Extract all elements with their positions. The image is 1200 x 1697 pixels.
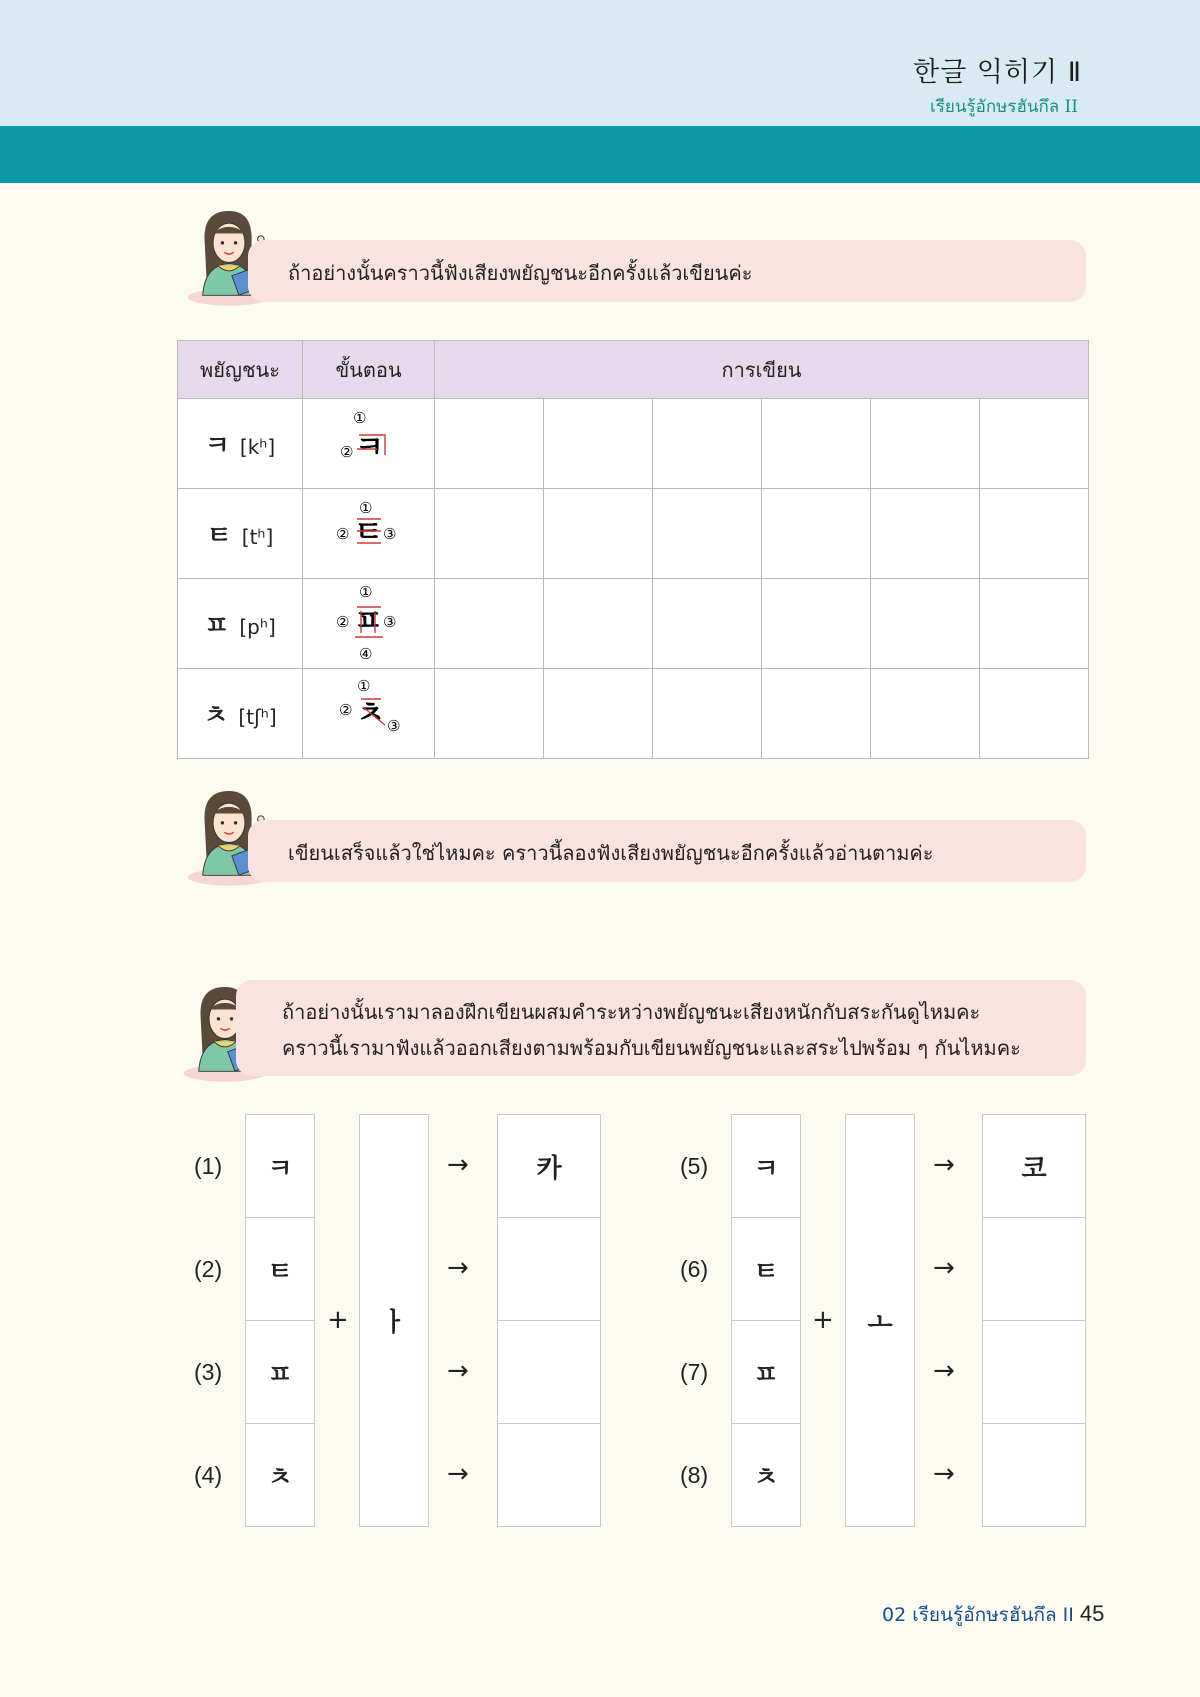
writing-box[interactable]: [762, 579, 871, 669]
answer-box[interactable]: [982, 1423, 1086, 1527]
page-title: 한글 익히기 Ⅱ: [913, 57, 1082, 88]
bubble-text-line1: ถ้าอย่างนั้นเรามาลองฝึกเขียนผสมคำระหว่างพยัญชนะเสียงหนักกับสระกันดูไหมคะ: [282, 1000, 981, 1024]
writing-box[interactable]: [762, 489, 871, 579]
svg-text:ㅋ: ㅋ: [355, 430, 384, 465]
consonant-box: ㅍ: [245, 1320, 315, 1424]
answer-box[interactable]: 카: [497, 1114, 601, 1218]
svg-text:③: ③: [383, 525, 397, 543]
answer-box[interactable]: [497, 1320, 601, 1424]
consonant-cell: [178, 399, 303, 489]
table-row: [178, 669, 1089, 759]
svg-text:①: ①: [359, 499, 373, 517]
ipa-label: [pʰ]: [239, 615, 276, 639]
svg-text:①: ①: [357, 677, 371, 695]
svg-text:ㅍ: ㅍ: [354, 604, 383, 639]
chapter-label: 02 เรียนรู้อักษรฮันกึล II: [882, 1604, 1074, 1626]
arrow-icon: →: [447, 1150, 469, 1180]
consonant-glyph: ㅌ: [206, 521, 232, 551]
svg-text:①: ①: [359, 583, 373, 601]
table-row: [178, 579, 1089, 669]
vowel-box: ㅏ: [359, 1114, 429, 1527]
stroke-order-diagram: [303, 399, 434, 484]
table-row: [178, 489, 1089, 579]
answer-box[interactable]: [497, 1423, 601, 1527]
bubble-text-line2: คราวนี้เรามาฟังแล้วออกเสียงตามพร้อมกับเขียนพยัญชนะและสระไปพร้อม ๆ กันไหมคะ: [282, 1036, 1021, 1060]
svg-text:ㅊ: ㅊ: [356, 696, 385, 731]
svg-text:③: ③: [387, 717, 401, 735]
plus-sign: +: [812, 1305, 834, 1335]
writing-box[interactable]: [653, 579, 762, 669]
svg-text:②: ②: [336, 525, 350, 543]
svg-text:ㅌ: ㅌ: [354, 515, 383, 550]
consonant-cell: [178, 489, 303, 579]
stroke-order-cell: [303, 489, 435, 579]
consonant-glyph: ㅋ: [204, 431, 230, 461]
writing-box[interactable]: [762, 669, 871, 759]
writing-box[interactable]: [544, 669, 653, 759]
bubble-text: ถ้าอย่างนั้นคราวนี้ฟังเสียงพยัญชนะอีกครั้งแล้วเขียนค่ะ: [288, 261, 753, 285]
consonant-box: ㅊ: [245, 1423, 315, 1527]
item-number: (3): [194, 1359, 223, 1385]
plus-sign: +: [327, 1305, 349, 1335]
arrow-icon: →: [447, 1459, 469, 1489]
svg-text:②: ②: [336, 613, 350, 631]
consonant-box: ㅋ: [731, 1114, 801, 1218]
consonant-glyph: ㅊ: [203, 701, 229, 731]
answer-box[interactable]: [982, 1320, 1086, 1424]
item-number: (2): [194, 1256, 223, 1282]
consonant-cell: [178, 669, 303, 759]
speech-bubble-2: [248, 820, 1086, 882]
answer-box[interactable]: 코: [982, 1114, 1086, 1218]
header-writing: การเขียน: [435, 341, 1089, 399]
writing-box[interactable]: [980, 579, 1089, 669]
item-number: (4): [194, 1462, 223, 1488]
ipa-label: [kʰ]: [239, 435, 276, 459]
speech-bubble-1: [248, 240, 1086, 302]
consonant-box: ㅊ: [731, 1423, 801, 1527]
consonant-box: ㅍ: [731, 1320, 801, 1424]
writing-box[interactable]: [435, 579, 544, 669]
writing-box[interactable]: [435, 489, 544, 579]
writing-box[interactable]: [653, 489, 762, 579]
header-teal-bar: [0, 126, 1200, 183]
item-number: (6): [680, 1256, 709, 1282]
item-number: (8): [680, 1462, 709, 1488]
answer-box[interactable]: [982, 1217, 1086, 1321]
arrow-icon: →: [447, 1356, 469, 1386]
svg-text:①: ①: [353, 409, 367, 427]
arrow-icon: →: [933, 1150, 955, 1180]
arrow-icon: →: [933, 1459, 955, 1489]
consonant-cell: [178, 579, 303, 669]
header-consonant: พยัญชนะ: [178, 341, 303, 399]
consonant-glyph: ㅍ: [204, 611, 230, 641]
writing-practice-table: [177, 340, 1089, 759]
stroke-order-cell: [303, 399, 435, 489]
consonant-box: ㅌ: [245, 1217, 315, 1321]
writing-box[interactable]: [544, 489, 653, 579]
svg-text:③: ③: [383, 613, 397, 631]
item-number: (1): [194, 1153, 223, 1179]
answer-box[interactable]: [497, 1217, 601, 1321]
stroke-order-cell: [303, 669, 435, 759]
ipa-label: [tʃʰ]: [238, 705, 277, 729]
writing-box[interactable]: [980, 489, 1089, 579]
writing-box[interactable]: [544, 579, 653, 669]
stroke-order-diagram: [303, 579, 434, 664]
svg-text:②: ②: [340, 443, 354, 461]
writing-box[interactable]: [980, 669, 1089, 759]
stroke-order-diagram: [303, 489, 434, 574]
writing-box[interactable]: [653, 399, 762, 489]
header-steps: ขั้นตอน: [303, 341, 435, 399]
writing-box[interactable]: [871, 399, 980, 489]
svg-text:④: ④: [359, 645, 373, 663]
table-row: [178, 399, 1089, 489]
writing-box[interactable]: [435, 669, 544, 759]
arrow-icon: →: [933, 1356, 955, 1386]
writing-box[interactable]: [653, 669, 762, 759]
stroke-order-cell: [303, 579, 435, 669]
item-number: (7): [680, 1359, 709, 1385]
arrow-icon: →: [447, 1253, 469, 1283]
bubble-text: เขียนเสร็จแล้วใช่ไหมคะ คราวนี้ลองฟังเสียงพยัญชนะอีกครั้งแล้วอ่านตามค่ะ: [288, 841, 934, 865]
writing-box[interactable]: [871, 489, 980, 579]
page-subtitle: เรียนรู้อักษรฮันกึล II: [929, 97, 1078, 117]
svg-text:②: ②: [339, 701, 353, 719]
writing-box[interactable]: [762, 399, 871, 489]
consonant-box: ㅋ: [245, 1114, 315, 1218]
arrow-icon: →: [933, 1253, 955, 1283]
writing-box[interactable]: [871, 669, 980, 759]
vowel-box: ㅗ: [845, 1114, 915, 1527]
speech-bubble-3: [236, 980, 1086, 1076]
page-footer: [882, 1600, 1104, 1630]
writing-box[interactable]: [980, 399, 1089, 489]
ipa-label: [tʰ]: [241, 525, 274, 549]
writing-box[interactable]: [871, 579, 980, 669]
page-number: 45: [1079, 1601, 1105, 1626]
writing-box[interactable]: [544, 399, 653, 489]
item-number: (5): [680, 1153, 709, 1179]
writing-box[interactable]: [435, 399, 544, 489]
stroke-order-diagram: [303, 669, 434, 754]
consonant-box: ㅌ: [731, 1217, 801, 1321]
